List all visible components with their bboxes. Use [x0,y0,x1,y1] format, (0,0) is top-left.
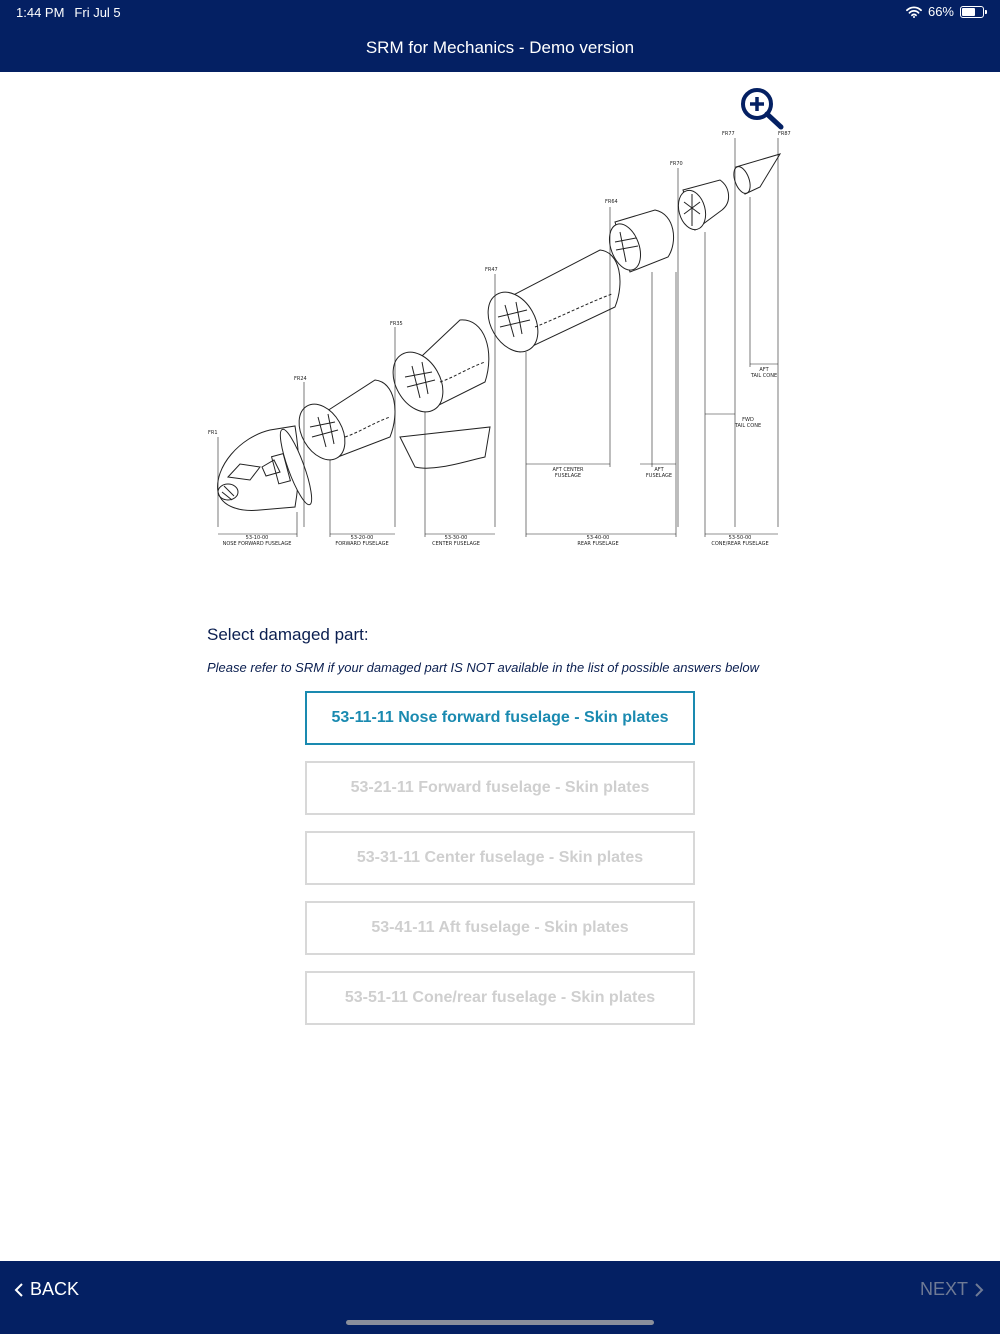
section-name: CONE/REAR FUSELAGE [711,541,769,547]
forward-fuselage-drawing [290,380,395,468]
center-fuselage-drawing [383,320,490,468]
frame-label: FR87 [778,131,791,137]
section-name: REAR FUSELAGE [577,541,619,547]
app-title: SRM for Mechanics - Demo version [365,38,635,57]
select-hint: Please refer to SRM if your damaged part IS NOT available in the list of possible answers below [207,660,760,675]
frame-label: FR70 [670,161,683,167]
select-title: Select damaged part: [207,625,369,644]
status-time [16,5,121,20]
frame-label: FR24 [294,376,307,382]
top-bar [0,0,1000,72]
tail-cone-forward-drawing [674,180,728,233]
subsection-label: FUSELAGE [645,473,673,479]
subsection-label: TAIL CONE [750,373,778,379]
subsection-label: FWD [742,417,754,423]
section-code: 53-20-00 [350,535,374,541]
section-name: FORWARD FUSELAGE [335,541,389,547]
section-name: NOSE FORWARD FUSELAGE [222,541,292,547]
option-forward-fuselage[interactable]: 53-21-11 Forward fuselage - Skin plates [305,761,695,815]
section-code: 53-40-00 [586,535,610,541]
option-center-fuselage[interactable]: 53-31-11 Center fuselage - Skin plates [305,831,695,885]
chevron-left-icon [14,1283,24,1297]
rear-fuselage-drawing [478,250,620,361]
frame-label: FR1 [208,430,218,436]
section-code: 53-50-00 [728,535,752,541]
home-indicator [346,1320,654,1325]
battery-level [962,8,975,16]
section-code: 53-10-00 [245,535,269,541]
option-cone-rear-fuselage[interactable]: 53-51-11 Cone/rear fuselage - Skin plates [305,971,695,1025]
options-list [305,691,695,1041]
frame-label: FR64 [605,199,618,205]
status-date: Fri Jul 5 [74,5,121,20]
option-nose-forward-fuselage[interactable]: 53-11-11 Nose forward fuselage - Skin plates [305,691,695,745]
section-code: 53-30-00 [444,535,468,541]
status-indicators [906,4,984,19]
zoom-in-icon[interactable] [738,86,788,132]
subsection-label: FUSELAGE [554,473,582,479]
frame-label: FR47 [485,267,498,273]
battery-icon [960,6,984,18]
back-button[interactable] [14,1279,79,1300]
subsection-label: AFT CENTER [552,467,584,473]
option-aft-fuselage[interactable]: 53-41-11 Aft fuselage - Skin plates [305,901,695,955]
nose-section-drawing [218,426,318,510]
fuselage-diagram [200,82,800,562]
next-button[interactable] [920,1279,984,1300]
bottom-bar [0,1261,1000,1334]
frame-label: FR77 [722,131,735,137]
subsection-label: AFT [759,367,769,373]
frame-label: FR35 [390,321,403,327]
section-name: CENTER FUSELAGE [432,541,480,547]
back-label: BACK [30,1279,80,1299]
chevron-right-icon [974,1283,984,1297]
wifi-icon [906,6,922,18]
battery-percent: 66% [927,4,954,19]
next-label: NEXT [919,1279,968,1299]
subsection-label: AFT [654,467,664,473]
status-time-text: 1:44 PM [16,5,65,20]
tail-cone-aft-drawing [731,154,780,196]
subsection-label: TAIL CONE [734,423,762,429]
